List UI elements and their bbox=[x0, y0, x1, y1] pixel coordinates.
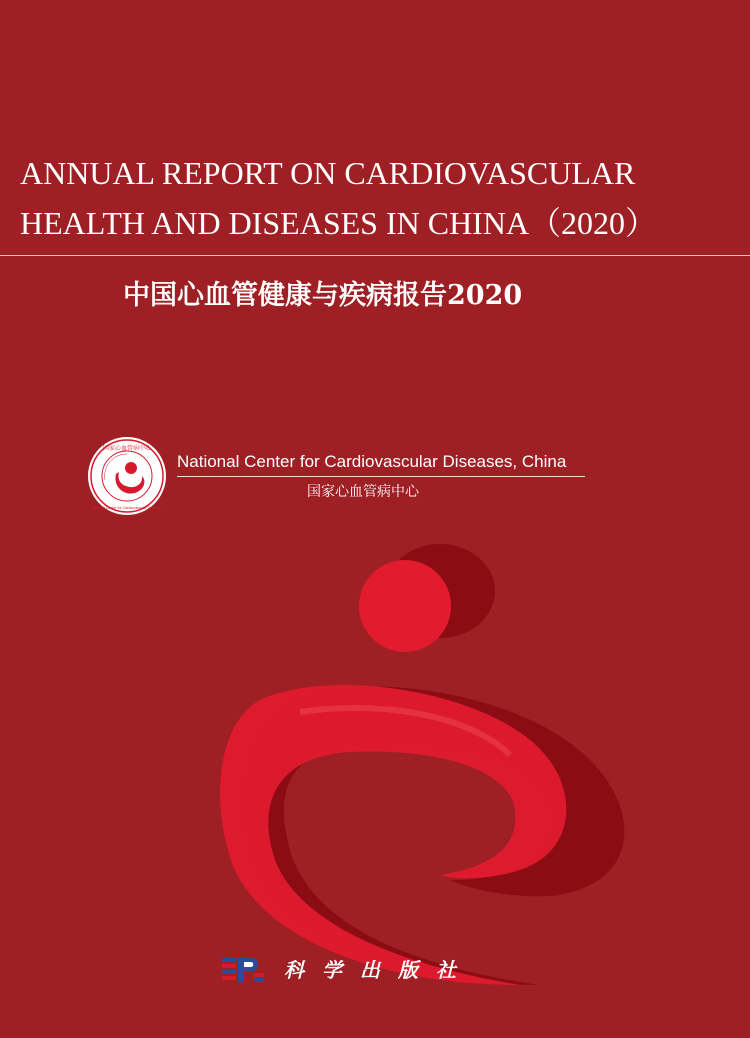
center-name-english: National Center for Cardiovascular Diseases, China bbox=[177, 452, 567, 471]
center-name-divider bbox=[177, 476, 585, 477]
publisher-name: 科学出版社 bbox=[284, 958, 474, 982]
title-divider bbox=[0, 255, 750, 256]
national-center-logo-icon bbox=[87, 436, 167, 516]
center-name-chinese: 国家心血管病中心 bbox=[307, 484, 419, 500]
chinese-title: 中国心血管健康与疾病报告2020 bbox=[123, 280, 523, 311]
english-title bbox=[20, 148, 740, 248]
logo-ring-text-en: National Center for Cardiovascular Diseases bbox=[91, 506, 163, 510]
english-title-line-1: ANNUAL REPORT ON CARDIOVASCULAR bbox=[20, 155, 636, 191]
logo-ring-text-zh: 国家心血管病中心 bbox=[102, 445, 152, 452]
english-title-line-2: HEALTH AND DISEASES IN CHINA（2020） bbox=[20, 205, 658, 241]
science-press-logo-icon bbox=[220, 955, 266, 985]
